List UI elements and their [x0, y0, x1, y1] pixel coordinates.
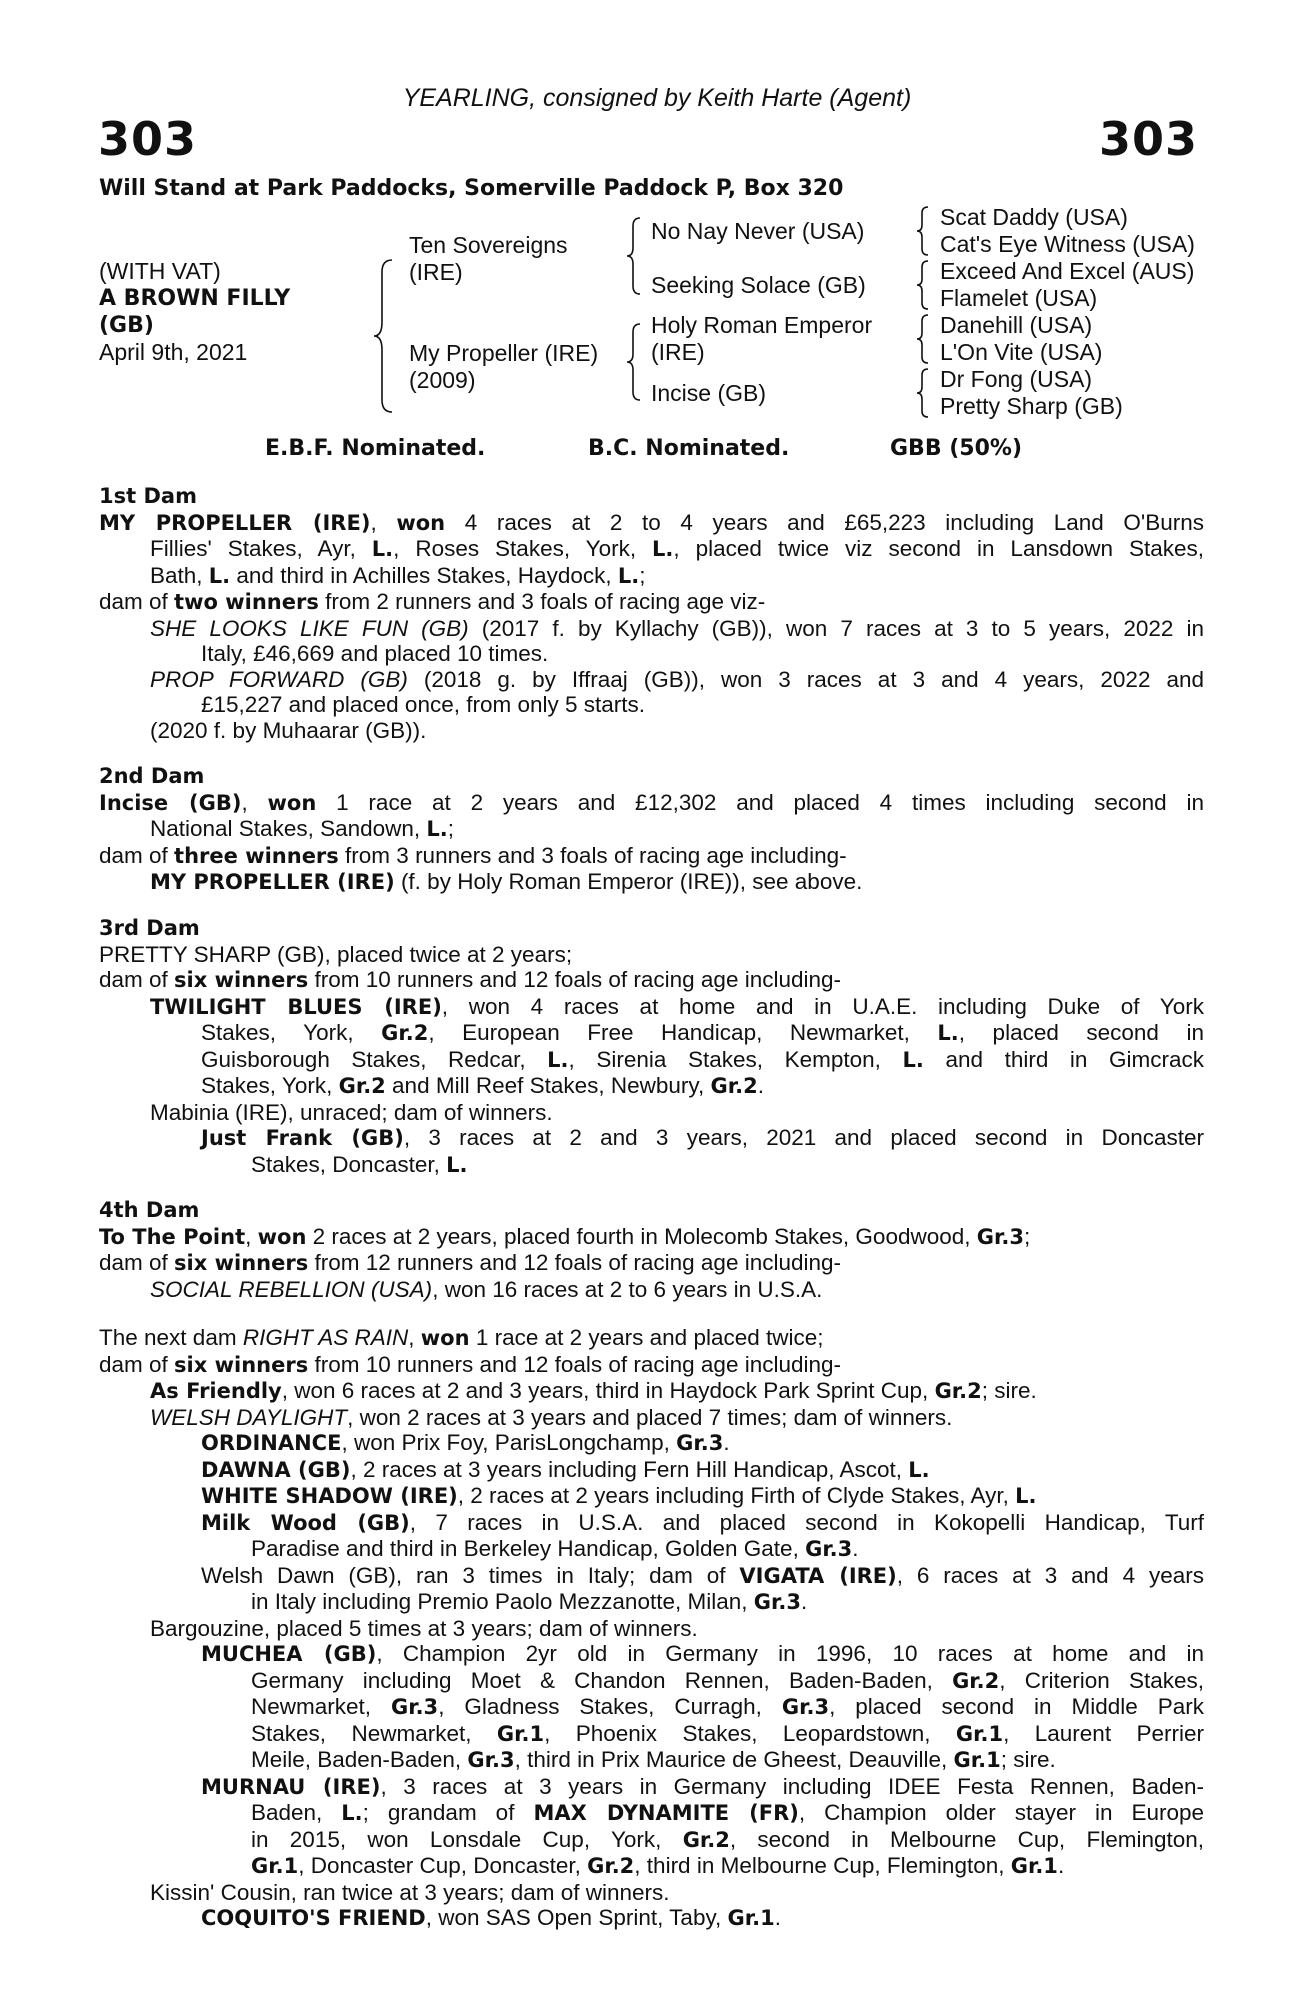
text-line: Bargouzine, placed 5 times at 3 years; dam of winners. — [150, 1615, 698, 1641]
sire-dam: Seeking Solace (GB) — [651, 272, 866, 298]
text-line: SOCIAL REBELLION (USA), won 16 races at 2 to 6 years in U.S.A. — [150, 1276, 823, 1302]
text-line: Fillies' Stakes, Ayr, L., Roses Stakes, York, L., placed twice viz second in Lansdown Stakes, — [150, 536, 1204, 561]
third-dam-section — [99, 916, 1204, 1178]
g3-ancestor: Pretty Sharp (GB) — [940, 393, 1123, 419]
text-line: Milk Wood (GB), 7 races in U.S.A. and placed second in Kokopelli Handicap, Turf — [201, 1509, 1204, 1535]
dam-dam: Incise (GB) — [651, 380, 767, 406]
text-line: MY PROPELLER (IRE), won 4 races at 2 to 4 years and £65,223 including Land O'Burns — [99, 509, 1204, 535]
text-line: Welsh Dawn (GB), ran 3 times in Italy; dam of VIGATA (IRE), 6 races at 3 and 4 years — [201, 1562, 1204, 1588]
text-line: dam of three winners from 3 runners and 3 foals of racing age including- — [99, 842, 847, 868]
stand-location: Will Stand at Park Paddocks, Somerville Paddock P, Box 320 — [99, 176, 844, 201]
g3-ancestor: Flamelet (USA) — [940, 285, 1098, 311]
bc-nomination: B.C. Nominated. — [588, 436, 790, 461]
text-line: Incise (GB), won 1 race at 2 years and £12,302 and placed 4 times including second in — [99, 789, 1204, 815]
g3-ancestor: L'On Vite (USA) — [940, 339, 1103, 365]
text-line: in 2015, won Lonsdale Cup, York, Gr.2, second in Melbourne Cup, Flemington, — [251, 1826, 1205, 1852]
dam-sire: Holy Roman Emperor — [651, 312, 873, 338]
pedigree-brace-g3-1 — [914, 205, 932, 257]
text-line: National Stakes, Sandown, L.; — [150, 816, 455, 841]
text-line: Paradise and third in Berkeley Handicap, Golden Gate, Gr.3. — [251, 1536, 859, 1561]
horse-name-line1: A BROWN FILLY — [99, 286, 291, 311]
text-line: SHE LOOKS LIKE FUN (GB) (2017 f. by Kyllachy (GB)), won 7 races at 3 to 5 years, 2022 in — [150, 615, 1204, 641]
text-line: Italy, £46,669 and placed 10 times. — [201, 641, 549, 666]
text-line: MURNAU (IRE), 3 races at 3 years in Germany including IDEE Festa Rennen, Baden- — [201, 1773, 1204, 1799]
text-line: Stakes, York, Gr.2, European Free Handicap, Newmarket, L., placed second in — [201, 1020, 1204, 1045]
text-line: £15,227 and placed once, from only 5 starts. — [201, 692, 646, 717]
text-line: Guisborough Stakes, Redcar, L., Sirenia Stakes, Kempton, L. and third in Gimcrack — [201, 1046, 1205, 1072]
lot-number-right: 303 — [1098, 112, 1198, 166]
fifth-dam-section — [99, 1325, 1204, 1932]
foaling-date: April 9th, 2021 — [99, 339, 248, 365]
dam-name: My Propeller (IRE) — [409, 340, 599, 366]
text-line: in Italy including Premio Paolo Mezzanotte, Milan, Gr.3. — [251, 1589, 808, 1614]
second-dam-section — [99, 764, 1204, 896]
section-heading: 1st Dam — [99, 484, 197, 508]
ebf-nomination: E.B.F. Nominated. — [265, 436, 486, 461]
pedigree-brace-sire — [624, 216, 644, 296]
pedigree-brace-dam — [624, 322, 644, 402]
text-line: Just Frank (GB), 3 races at 2 and 3 years, 2021 and placed second in Doncaster — [201, 1125, 1204, 1150]
g3-ancestor: Exceed And Excel (AUS) — [940, 258, 1195, 284]
text-line: Meile, Baden-Baden, Gr.3, third in Prix Maurice de Gheest, Deauville, Gr.1; sire. — [251, 1747, 1056, 1772]
text-line: MUCHEA (GB), Champion 2yr old in Germany in 1996, 10 races at home and in — [201, 1641, 1204, 1666]
sire-sire: No Nay Never (USA) — [651, 218, 865, 244]
text-line: TWILIGHT BLUES (IRE), won 4 races at home and in U.A.E. including Duke of York — [150, 993, 1204, 1019]
text-line: Newmarket, Gr.3, Gladness Stakes, Curragh, Gr.3, placed second in Middle Park — [251, 1694, 1204, 1719]
text-line: To The Point, won 2 races at 2 years, placed fourth in Molecomb Stakes, Goodwood, Gr.3; — [99, 1223, 1031, 1249]
text-line: COQUITO'S FRIEND, won SAS Open Sprint, Taby, Gr.1. — [201, 1905, 782, 1930]
text-line: Stakes, York, Gr.2 and Mill Reef Stakes, Newbury, Gr.2. — [201, 1073, 764, 1098]
section-heading: 3rd Dam — [99, 916, 200, 940]
section-heading: 2nd Dam — [99, 764, 205, 788]
text-line: Gr.1, Doncaster Cup, Doncaster, Gr.2, third in Melbourne Cup, Flemington, Gr.1. — [251, 1853, 1065, 1878]
pedigree-brace-g3-3 — [914, 313, 932, 365]
sire-name: Ten Sovereigns — [409, 232, 568, 258]
pedigree-brace-g3-2 — [914, 259, 932, 311]
g3-ancestor: Scat Daddy (USA) — [940, 204, 1128, 230]
text-line: PRETTY SHARP (GB), placed twice at 2 years; — [99, 941, 573, 967]
text-line: Stakes, Newmarket, Gr.1, Phoenix Stakes, Leopardstown, Gr.1, Laurent Perrier — [251, 1720, 1204, 1746]
first-dam-section — [99, 484, 1204, 743]
consignment-line: YEARLING, consigned by Keith Harte (Agent) — [402, 84, 912, 112]
g3-ancestor: Cat's Eye Witness (USA) — [940, 231, 1195, 257]
text-line: Kissin' Cousin, ran twice at 3 years; dam of winners. — [150, 1879, 670, 1905]
pedigree-brace-main — [370, 258, 400, 414]
g3-ancestor: Dr Fong (USA) — [940, 366, 1093, 392]
gbb-status: GBB (50%) — [890, 436, 1023, 461]
text-line: WELSH DAYLIGHT, won 2 races at 3 years and placed 7 times; dam of winners. — [150, 1404, 953, 1430]
dam-sire-country: (IRE) — [651, 339, 705, 365]
text-line: dam of six winners from 12 runners and 12 foals of racing age including- — [99, 1250, 842, 1275]
text-line: Baden, L.; grandam of MAX DYNAMITE (FR), Champion older stayer in Europe — [251, 1800, 1204, 1825]
text-line: MY PROPELLER (IRE) (f. by Holy Roman Emperor (IRE)), see above. — [150, 869, 863, 894]
dam-year: (2009) — [409, 367, 476, 393]
pedigree-brace-g3-4 — [914, 367, 932, 419]
text-line: dam of six winners from 10 runners and 12 foals of racing age including- — [99, 1351, 842, 1377]
vat-note: (WITH VAT) — [99, 258, 221, 284]
fourth-dam-section — [99, 1198, 1204, 1302]
text-line: DAWNA (GB), 2 races at 3 years including Fern Hill Handicap, Ascot, L. — [201, 1456, 930, 1482]
text-line: PROP FORWARD (GB) (2018 g. by Iffraaj (GB)), won 3 races at 3 and 4 years, 2022 and — [150, 666, 1204, 692]
sire-country: (IRE) — [409, 259, 463, 285]
lot-number-left: 303 — [98, 112, 198, 166]
text-line: The next dam RIGHT AS RAIN, won 1 race at 2 years and placed twice; — [99, 1325, 824, 1350]
text-line: As Friendly, won 6 races at 2 and 3 years, third in Haydock Park Sprint Cup, Gr.2; sire. — [150, 1378, 1037, 1403]
text-line: Germany including Moet & Chandon Rennen, Baden-Baden, Gr.2, Criterion Stakes, — [251, 1667, 1204, 1693]
text-line: ORDINANCE, won Prix Foy, ParisLongchamp, Gr.3. — [201, 1430, 730, 1455]
text-line: Bath, L. and third in Achilles Stakes, Haydock, L.; — [150, 562, 646, 588]
text-line: Stakes, Doncaster, L. — [251, 1151, 468, 1177]
text-line: WHITE SHADOW (IRE), 2 races at 2 years including Firth of Clyde Stakes, Ayr, L. — [201, 1483, 1037, 1508]
text-line: (2020 f. by Muhaarar (GB)). — [150, 717, 427, 743]
text-line: Mabinia (IRE), unraced; dam of winners. — [150, 1099, 553, 1125]
text-line: dam of two winners from 2 runners and 3 foals of racing age viz- — [99, 589, 766, 614]
section-heading: 4th Dam — [99, 1198, 200, 1222]
text-line: dam of six winners from 10 runners and 12 foals of racing age including- — [99, 967, 842, 992]
g3-ancestor: Danehill (USA) — [940, 312, 1093, 338]
horse-name-line2: (GB) — [99, 313, 154, 338]
